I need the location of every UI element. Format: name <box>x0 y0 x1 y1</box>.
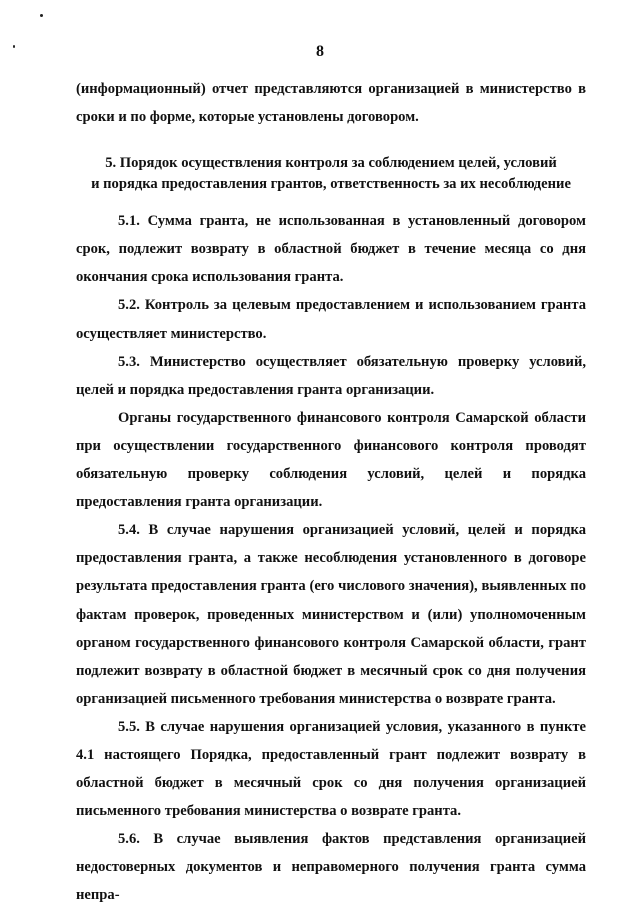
section-heading-line-2: и порядка предоставления грантов, ответственность за их несоблюдение <box>91 176 571 193</box>
section-heading <box>76 153 586 195</box>
paragraph-5-5: 5.5. В случае нарушения организацией условия, указанного в пункте 4.1 настоящего Порядка, предоставленный грант подлежит возврату в областной бюджет в месячный срок со дня получения организацией письменного требования министерства о возврате гранта. <box>76 718 586 820</box>
section-heading-line-1: 5. Порядок осуществления контроля за соблюдением целей, условий <box>105 155 557 172</box>
paragraph-control-bodies: Органы государственного финансового контроля Самарской области при осуществлении государственного финансового контроля проводят обязательную проверку соблюдения условий, целей и порядка предоставления гранта организации. <box>76 409 586 511</box>
paragraph-5-4: 5.4. В случае нарушения организацией условий, целей и порядка предоставления гранта, а также несоблюдения установленного в договоре результата предоставления гранта (его числового значения), выявленных по фактам проверок, проведенных министерством и (или) уполномоченным органом государственного финансового контроля Самарской области, грант подлежит возврату в областной бюджет в месячный срок со дня получения организацией письменного требования министерства о возврате гранта. <box>76 522 586 707</box>
page-number: 8 <box>316 43 324 60</box>
paragraph-5-1: 5.1. Сумма гранта, не использованная в установленный договором срок, подлежит возврату в областной бюджет в течение месяца со дня окончания срока использования гранта. <box>76 213 586 286</box>
paragraph-5-6: 5.6. В случае выявления фактов представления организацией недостоверных документов и неправомерного получения гранта сумма непра- <box>76 831 586 904</box>
document-body <box>76 75 586 910</box>
scan-speck <box>40 14 43 17</box>
paragraph-5-2: 5.2. Контроль за целевым предоставлением и использованием гранта осуществляет министерство. <box>76 297 586 342</box>
intro-paragraph: (информационный) отчет представляются организацией в министерство в сроки и по форме, которые установлены договором. <box>76 81 586 126</box>
paragraph-5-3: 5.3. Министерство осуществляет обязательную проверку условий, целей и порядка предоставления гранта организации. <box>76 353 586 398</box>
